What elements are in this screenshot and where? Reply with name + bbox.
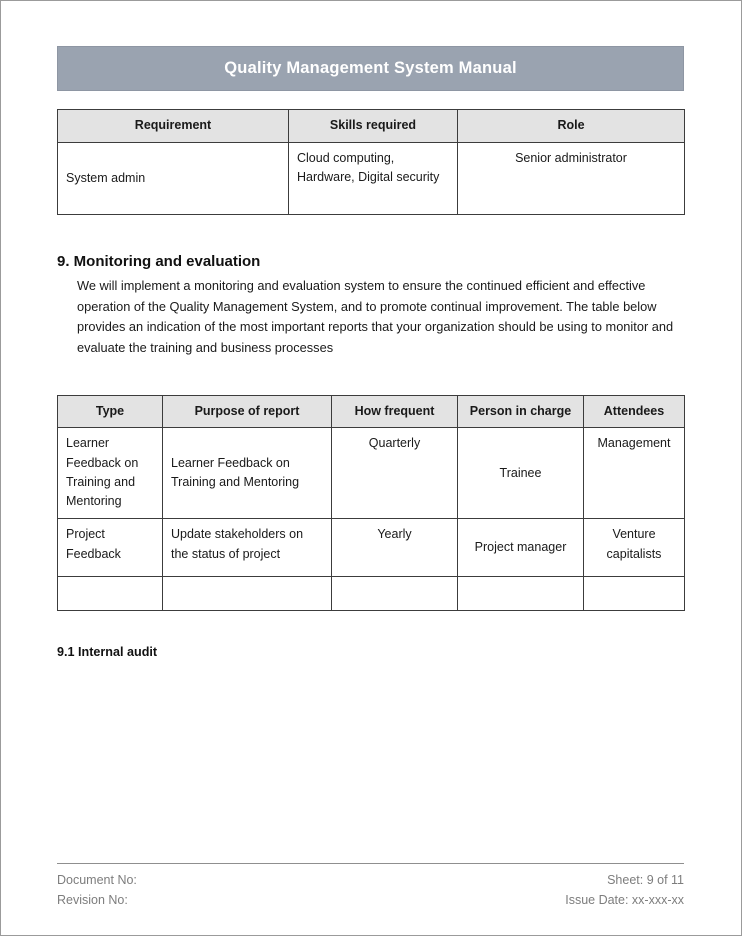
table-row [58, 519, 685, 577]
footer-revision-no: Revision No: [57, 893, 128, 908]
footer-right-block [565, 870, 684, 911]
reports-table [57, 395, 685, 611]
cell-requirement: System admin [58, 143, 289, 215]
cell-frequency [332, 577, 458, 611]
document-title-banner [57, 46, 684, 91]
page-footer [57, 863, 684, 911]
document-content [57, 46, 684, 659]
footer-document-no: Document No: [57, 873, 137, 887]
cell-purpose [163, 577, 332, 611]
table-header-row [58, 395, 685, 427]
cell-type [58, 577, 163, 611]
cell-purpose: Update stakeholders on the status of project [163, 519, 332, 577]
roles-table [57, 109, 685, 215]
subsection-heading-internal-audit: 9.1 Internal audit [57, 645, 158, 660]
section-body-text: We will implement a monitoring and evaluation system to ensure the continued efficient and effective operation of the Quality Management System, and to promote continual improvement. The table below provides an indication of the most important reports that your organization should be using to monitor and evaluate the training and business processes [77, 278, 674, 356]
footer-left-block [57, 870, 137, 911]
cell-role: Senior administrator [458, 143, 685, 215]
cell-frequency: Quarterly [332, 428, 458, 519]
cell-person-in-charge: Project manager [458, 519, 584, 577]
section-heading: 9. Monitoring and evaluation [57, 253, 261, 270]
section-monitoring-and-evaluation [57, 253, 684, 359]
page-title: Quality Management System Manual [224, 59, 517, 77]
cell-person-in-charge: Trainee [458, 428, 584, 519]
table-row [58, 428, 685, 519]
column-header-requirement: Requirement [58, 110, 289, 143]
column-header-purpose-of-report: Purpose of report [163, 395, 332, 427]
cell-attendees: Management [584, 428, 685, 519]
column-header-how-frequent: How frequent [332, 395, 458, 427]
cell-attendees: Venture capitalists [584, 519, 685, 577]
cell-type: Project Feedback [58, 519, 163, 577]
cell-frequency: Yearly [332, 519, 458, 577]
column-header-skills-required: Skills required [289, 110, 458, 143]
column-header-person-in-charge: Person in charge [458, 395, 584, 427]
footer-issue-date: Issue Date: xx-xxx-xx [565, 893, 684, 908]
cell-purpose: Learner Feedback on Training and Mentoring [163, 428, 332, 519]
cell-person-in-charge [458, 577, 584, 611]
column-header-type: Type [58, 395, 163, 427]
cell-type: Learner Feedback on Training and Mentoring [58, 428, 163, 519]
column-header-role: Role [458, 110, 685, 143]
cell-skills-required: Cloud computing, Hardware, Digital security [289, 143, 458, 215]
footer-sheet-number: Sheet: 9 of 11 [607, 873, 684, 887]
table-row-empty [58, 577, 685, 611]
table-header-row [58, 110, 685, 143]
table-row [58, 143, 685, 215]
cell-attendees [584, 577, 685, 611]
column-header-attendees: Attendees [584, 395, 685, 427]
